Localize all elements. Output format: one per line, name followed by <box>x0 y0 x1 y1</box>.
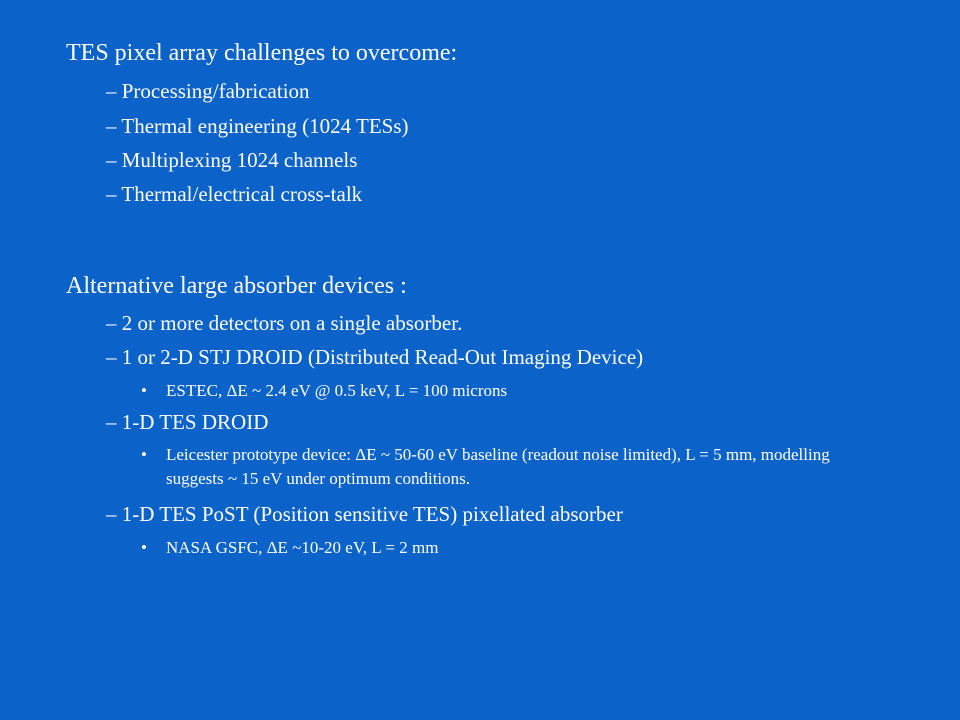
bullet-icon: • <box>141 381 147 400</box>
section-heading-alternatives: Alternative large absorber devices : <box>66 273 407 299</box>
list-item-multiple-detectors: – 2 or more detectors on a single absorber. <box>106 311 463 335</box>
subitem-leicester-text: Leicester prototype device: ΔE ~ 50-60 eV baseline (readout noise limited), L = 5 mm, modelling suggests ~ 15 eV under optimum conditions. <box>166 445 830 488</box>
subitem-estec <box>141 379 882 403</box>
subitem-nasa-gsfc-text: NASA GSFC, ΔE ~10-20 eV, L = 2 mm <box>166 538 439 557</box>
list-item-multiplexing: – Multiplexing 1024 channels <box>106 148 358 172</box>
list-item-tes-post: – 1-D TES PoST (Position sensitive TES) pixellated absorber <box>106 502 623 526</box>
subitem-estec-text: ESTEC, ΔE ~ 2.4 eV @ 0.5 keV, L = 100 microns <box>166 381 508 400</box>
list-item-cross-talk: – Thermal/electrical cross-talk <box>106 182 363 206</box>
list-item-tes-droid: – 1-D TES DROID <box>106 410 269 434</box>
list-item-thermal-engineering: – Thermal engineering (1024 TESs) <box>106 114 409 138</box>
subitem-leicester <box>141 443 882 491</box>
bullet-icon: • <box>141 445 147 464</box>
list-item-processing: – Processing/fabrication <box>106 79 310 103</box>
bullet-icon: • <box>141 538 147 557</box>
section-heading-challenges: TES pixel array challenges to overcome: <box>66 40 458 66</box>
list-item-stj-droid: – 1 or 2-D STJ DROID (Distributed Read-Out Imaging Device) <box>106 345 644 369</box>
subitem-nasa-gsfc <box>141 536 882 560</box>
